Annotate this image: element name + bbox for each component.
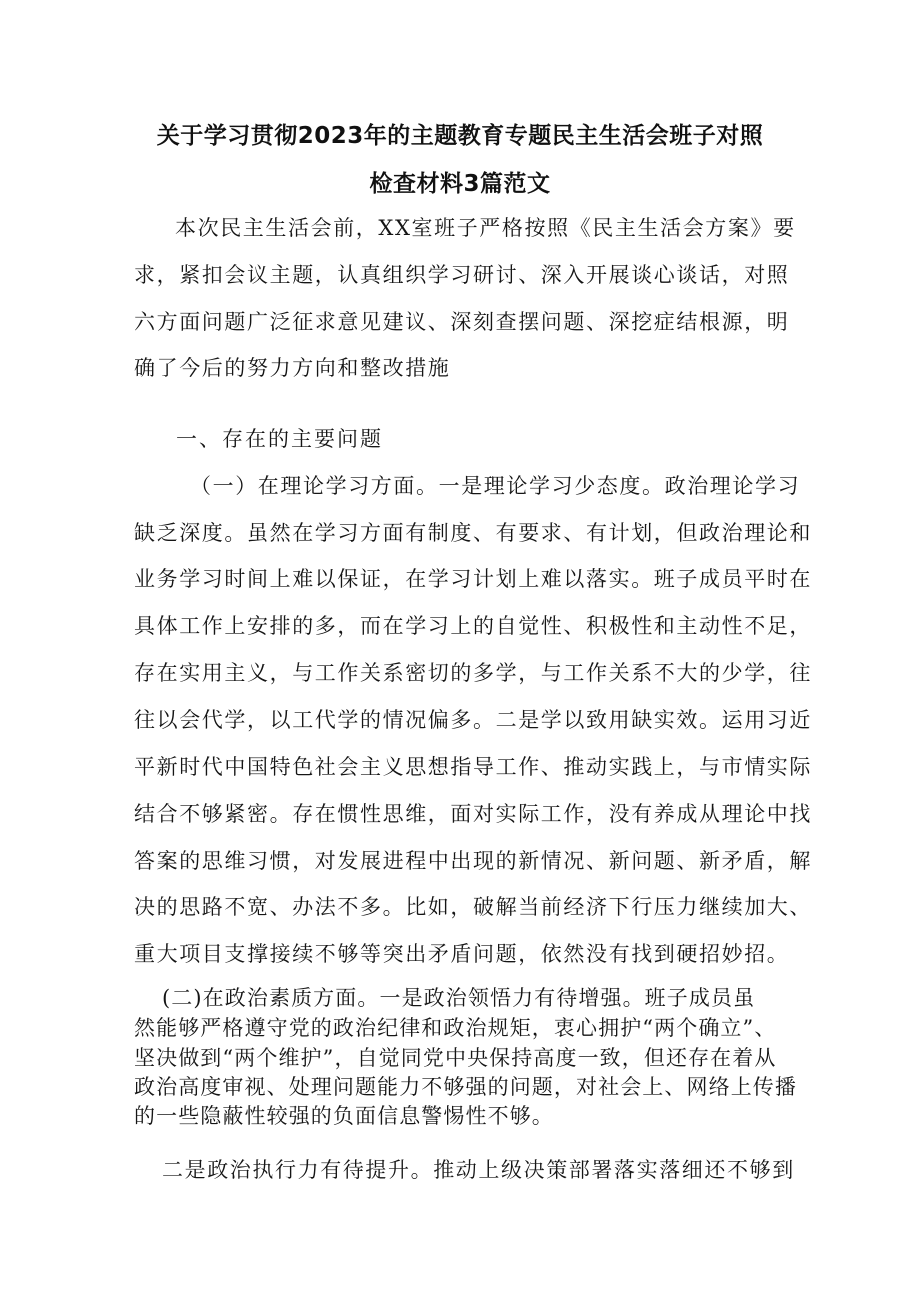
para1-line-5: 存在实用主义，与工作关系密切的多学，与工作关系不大的少学，往 bbox=[134, 661, 812, 685]
para2-line-4: 政治高度审视、处理问题能力不够强的问题，对社会上、网络上传播 bbox=[134, 1075, 797, 1099]
intro-line-4: 确了今后的努力方向和整改措施 bbox=[134, 356, 451, 380]
para1-line-7: 平新时代中国特色社会主义思想指导工作、推动实践上，与市情实际 bbox=[134, 755, 812, 779]
document-title-line-1: 关于学习贯彻2023年的主题教育专题民主生活会班子对照 bbox=[156, 123, 764, 149]
para1-line-3: 业务学习时间上难以保证，在学习计划上难以落实。班子成员平时在 bbox=[134, 567, 812, 591]
para1-line-8: 结合不够紧密。存在惯性思维，面对实际工作，没有养成从理论中找 bbox=[134, 802, 812, 826]
para2-line-3: 坚决做到“两个维护”，自觉同党中央保持高度一致，但还存在着从 bbox=[134, 1046, 777, 1070]
para1-line-2: 缺乏深度。虽然在学习方面有制度、有要求、有计划，但政治理论和 bbox=[134, 521, 812, 545]
intro-line-3: 六方面问题广泛征求意见建议、深刻查摆问题、深挖症结根源，明 bbox=[134, 310, 790, 334]
para1-line-11: 重大项目支撑接续不够等突出矛盾问题，依然没有找到硬招妙招。 bbox=[134, 942, 790, 966]
para1-line-1: （一）在理论学习方面。一是理论学习少态度。政治理论学习 bbox=[190, 474, 801, 498]
para2-line-1: (二)在政治素质方面。一是政治领悟力有待增强。班子成员虽 bbox=[162, 986, 756, 1010]
para1-line-6: 往以会代学，以工代学的情况偏多。二是学以致用缺实效。运用习近 bbox=[134, 708, 812, 732]
para2-line-2: 然能够严格遵守党的政治纪律和政治规矩，衷心拥护“两个确立”、 bbox=[134, 1016, 777, 1040]
section-heading: 一、存在的主要问题 bbox=[176, 427, 383, 451]
para3-line-1: 二是政治执行力有待提升。推动上级决策部署落实落细还不够到 bbox=[162, 1158, 795, 1182]
document-title-line-2: 检查材料3篇范文 bbox=[369, 171, 551, 197]
intro-line-2: 求，紧扣会议主题，认真组织学习研讨、深入开展谈心谈话，对照 bbox=[134, 263, 790, 287]
intro-line-1: 本次民主生活会前，XX室班子严格按照《民主生活会方案》要 bbox=[175, 216, 796, 240]
para2-line-5: 的一些隐蔽性较强的负面信息警惕性不够。 bbox=[134, 1104, 554, 1128]
para1-line-10: 决的思路不宽、办法不多。比如，破解当前经济下行压力继续加大、 bbox=[134, 895, 812, 919]
para1-line-4: 具体工作上安排的多，而在学习上的自觉性、积极性和主动性不足， bbox=[134, 614, 812, 638]
para1-line-9: 答案的思维习惯，对发展进程中出现的新情况、新问题、新矛盾，解 bbox=[134, 849, 812, 873]
